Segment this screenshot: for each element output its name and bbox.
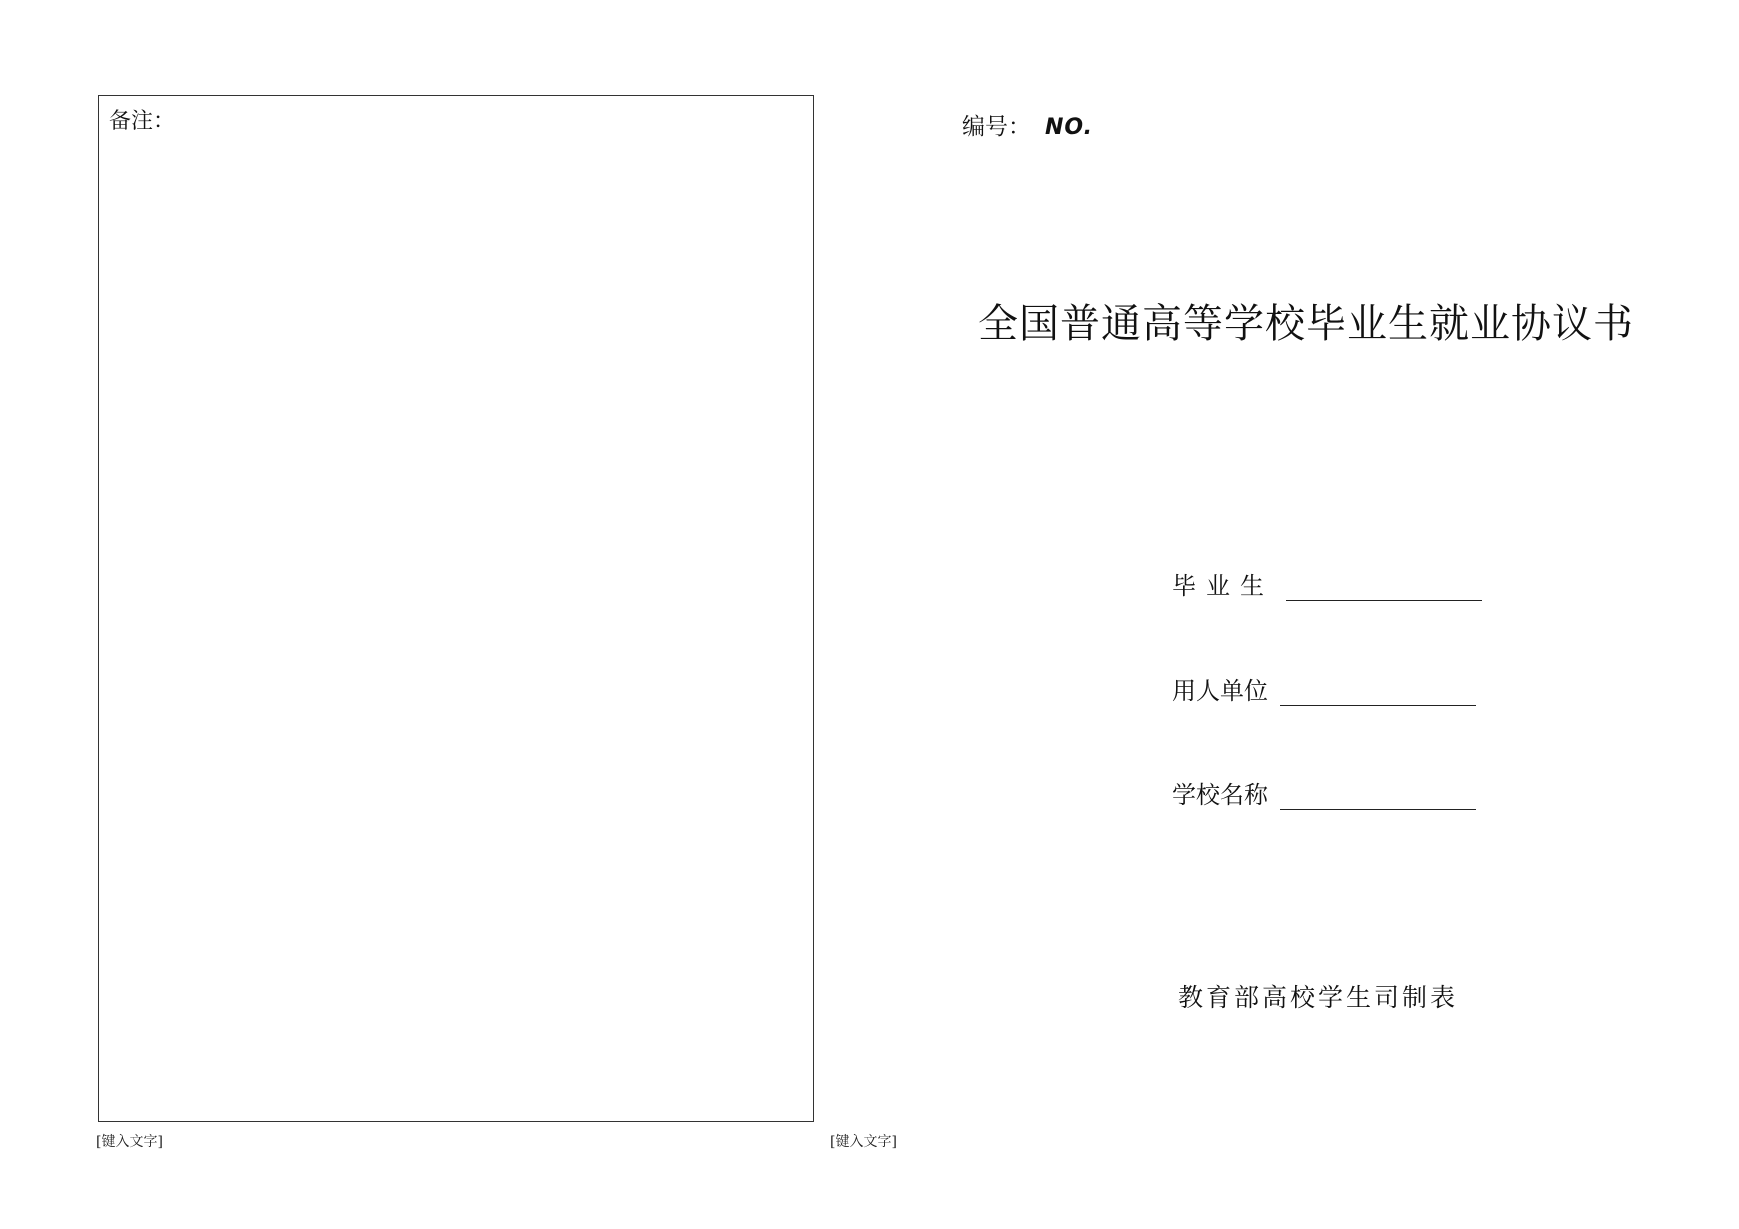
employer-label: 用人单位: [1172, 677, 1268, 705]
school-label: 学校名称: [1172, 781, 1268, 809]
employer-blank-line[interactable]: [1280, 679, 1476, 706]
serial-label: 编号：: [962, 114, 1031, 140]
graduate-field: [1172, 566, 1482, 601]
graduate-label: 毕业生: [1172, 572, 1274, 600]
employer-field: [1172, 671, 1476, 706]
document-title: 全国普通高等学校毕业生就业协议书: [978, 301, 1634, 347]
serial-no-value: NO.: [1045, 115, 1093, 140]
footer-placeholder-left[interactable]: [键入文字]: [96, 1134, 163, 1150]
school-blank-line[interactable]: [1280, 783, 1476, 810]
graduate-blank-line[interactable]: [1286, 574, 1482, 601]
footer-placeholder-right[interactable]: [键入文字]: [830, 1134, 897, 1150]
remarks-box[interactable]: [98, 95, 814, 1122]
issuer-text: 教育部高校学生司制表: [1178, 983, 1459, 1012]
school-field: [1172, 775, 1476, 810]
serial-number: [962, 108, 1093, 141]
remarks-label: 备注：: [109, 109, 176, 134]
